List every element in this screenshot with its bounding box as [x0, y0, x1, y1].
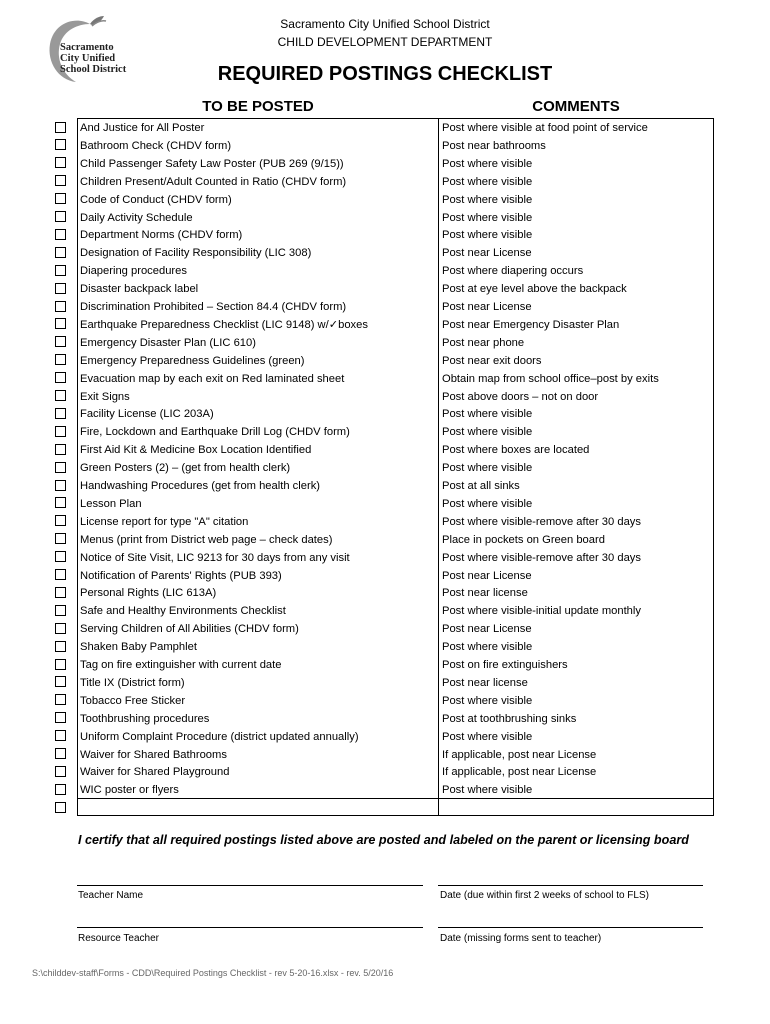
posting-item: Fire, Lockdown and Earthquake Drill Log (CHDV form): [80, 426, 350, 439]
posting-checkbox[interactable]: [55, 641, 66, 652]
resource-teacher-line[interactable]: [77, 927, 423, 928]
posting-item: Tobacco Free Sticker: [80, 694, 186, 707]
posting-checkbox[interactable]: [55, 193, 66, 204]
posting-checkbox[interactable]: [55, 139, 66, 150]
posting-comment: Post where visible: [442, 157, 533, 170]
posting-checkbox[interactable]: [55, 211, 66, 222]
posting-item: Waiver for Shared Bathrooms: [80, 748, 227, 761]
posting-item: Earthquake Preparedness Checklist (LIC 9148) w/✓boxes: [80, 318, 368, 331]
posting-item: Code of Conduct (CHDV form): [80, 193, 232, 206]
posting-comment: Post above doors – not on door: [442, 390, 599, 403]
table-row: [78, 763, 713, 781]
posting-item: Facility License (LIC 203A): [80, 408, 214, 421]
posting-checkbox[interactable]: [55, 551, 66, 562]
posting-item: Personal Rights (LIC 613A): [80, 587, 217, 600]
table-row: [78, 728, 713, 746]
posting-comment: Post near Emergency Disaster Plan: [442, 318, 620, 331]
table-row: [78, 459, 713, 477]
posting-item: Uniform Complaint Procedure (district updated annually): [80, 730, 359, 743]
posting-item: Handwashing Procedures (get from health clerk): [80, 480, 321, 492]
posting-checkbox[interactable]: [55, 283, 66, 294]
table-row: [78, 549, 713, 567]
posting-item: Waiver for Shared Playground: [80, 766, 230, 779]
posting-checkbox[interactable]: [55, 730, 66, 741]
posting-checkbox[interactable]: [55, 659, 66, 670]
table-row: [78, 191, 713, 209]
posting-checkbox[interactable]: [55, 354, 66, 365]
table-row: [78, 620, 713, 638]
posting-checkbox[interactable]: [55, 480, 66, 491]
posting-checkbox[interactable]: [55, 408, 66, 419]
table-row: [78, 531, 713, 549]
posting-checkbox[interactable]: [55, 265, 66, 276]
posting-checkbox[interactable]: [55, 444, 66, 455]
department-name: CHILD DEVELOPMENT DEPARTMENT: [277, 35, 493, 49]
table-row: [78, 280, 713, 298]
posting-comment: Post near License: [442, 301, 532, 313]
table-row: [78, 513, 713, 531]
footer-file-path: S:\childdev-staff\Forms - CDD\Required Postings Checklist - rev 5-20-16.xlsx - rev. 5/20/16: [32, 968, 394, 978]
posting-comment: Post where diapering occurs: [442, 265, 584, 278]
page-title: REQUIRED POSTINGS CHECKLIST: [217, 63, 553, 85]
posting-comment: Post where visible: [442, 730, 533, 743]
posting-item: Safe and Healthy Environments Checklist: [80, 605, 286, 618]
posting-comment: Post near License: [442, 623, 532, 636]
resource-teacher-label: Resource Teacher: [78, 933, 159, 944]
posting-item: Toothbrushing procedures: [80, 712, 210, 725]
table-row: [78, 692, 713, 710]
posting-comment: Post where visible: [442, 462, 533, 475]
date-missing-label: Date (missing forms sent to teacher): [440, 933, 602, 944]
posting-item: And Justice for All Poster: [80, 122, 205, 134]
date-fls-label: Date (due within first 2 weeks of school to FLS): [440, 890, 649, 901]
posting-comment: Post at toothbrushing sinks: [442, 712, 577, 725]
posting-checkbox[interactable]: [55, 372, 66, 383]
posting-item: Disaster backpack label: [80, 283, 199, 296]
posting-comment: Post where visible: [442, 229, 533, 242]
posting-checkbox[interactable]: [55, 748, 66, 759]
posting-comment: Post where visible: [442, 641, 533, 654]
posting-checkbox[interactable]: [55, 497, 66, 508]
table-row: [78, 746, 713, 764]
posting-item: Discrimination Prohibited – Section 84.4 (CHDV form): [80, 301, 347, 313]
posting-checkbox[interactable]: [55, 462, 66, 473]
posting-comment: Post where visible: [442, 497, 533, 510]
table-row: [78, 674, 713, 692]
posting-checkbox[interactable]: [55, 515, 66, 526]
posting-comment: Post near exit doors: [442, 354, 542, 367]
date-fls-line[interactable]: [438, 885, 703, 886]
posting-checkbox[interactable]: [55, 390, 66, 401]
posting-comment: Post where visible: [442, 426, 533, 439]
posting-checkbox[interactable]: [55, 247, 66, 258]
posting-item: Notice of Site Visit, LIC 9213 for 30 days from any visit: [80, 551, 350, 564]
posting-comment: Post where visible: [442, 175, 533, 188]
posting-item: Shaken Baby Pamphlet: [80, 641, 197, 654]
posting-comment: Post at all sinks: [442, 480, 520, 492]
posting-comment: Post where visible: [442, 193, 533, 206]
posting-comment: If applicable, post near License: [442, 748, 597, 761]
posting-checkbox[interactable]: [55, 569, 66, 580]
logo-text: Sacramento City Unified School District: [60, 42, 127, 75]
posting-comment: Obtain map from school office–post by exits: [442, 372, 659, 385]
posting-comment: Post where visible: [442, 211, 533, 224]
posting-item: Notification of Parents' Rights (PUB 393): [80, 569, 282, 582]
posting-item: Department Norms (CHDV form): [80, 229, 243, 242]
table-row: [78, 209, 713, 227]
posting-comment: Post near bathrooms: [442, 139, 546, 152]
posting-comment: [442, 799, 712, 817]
table-row: [78, 567, 713, 585]
posting-comment: Post where visible: [442, 694, 533, 707]
posting-comment: If applicable, post near License: [442, 766, 597, 779]
posting-item: Designation of Facility Responsibility (LIC 308): [80, 247, 312, 260]
district-name: Sacramento City Unified School District: [280, 17, 490, 31]
posting-comment: Post near License: [442, 569, 532, 582]
posting-comment: Post where visible: [442, 408, 533, 421]
posting-checkbox[interactable]: [55, 533, 66, 544]
posting-item: WIC poster or flyers: [80, 784, 179, 797]
posting-comment: Post near license: [442, 587, 528, 600]
posting-comment: Post near phone: [442, 336, 525, 349]
table-row: [78, 602, 713, 620]
posting-comment: Post where boxes are located: [442, 444, 590, 457]
posting-comment: Place in pockets on Green board: [442, 533, 605, 546]
posting-checkbox[interactable]: [55, 784, 66, 795]
posting-item: Child Passenger Safety Law Poster (PUB 269 (9/15)): [80, 157, 344, 170]
table-row: [78, 477, 713, 495]
table-row: [78, 155, 713, 173]
table-row: [78, 298, 713, 316]
posting-checkbox[interactable]: [55, 318, 66, 329]
posting-item: Title IX (District form): [80, 676, 185, 689]
posting-item: Emergency Disaster Plan (LIC 610): [80, 336, 256, 349]
certification-statement: I certify that all required postings listed above are posted and labeled on the parent or licensing board: [78, 833, 689, 847]
posting-item: First Aid Kit & Medicine Box Location Identified: [80, 444, 312, 457]
table-row: [78, 244, 713, 262]
table-row: [78, 638, 713, 656]
posting-item: Bathroom Check (CHDV form): [80, 139, 232, 152]
posting-item: Lesson Plan: [80, 497, 142, 510]
posting-checkbox[interactable]: [55, 175, 66, 186]
posting-comment: Post where visible at food point of service: [442, 122, 648, 134]
posting-comment: Post where visible-remove after 30 days: [442, 551, 641, 564]
posting-checkbox[interactable]: [55, 301, 66, 312]
posting-item: Menus (print from District web page – check dates): [80, 533, 333, 546]
posting-checkbox[interactable]: [55, 802, 66, 813]
posting-comment: Post near license: [442, 676, 528, 689]
posting-checkbox[interactable]: [55, 676, 66, 687]
table-row: [78, 226, 713, 244]
posting-checkbox[interactable]: [55, 694, 66, 705]
table-row: [78, 710, 713, 728]
posting-item: Diapering procedures: [80, 265, 187, 278]
table-row: [78, 119, 713, 137]
table-row: [78, 388, 713, 406]
posting-checkbox[interactable]: [55, 157, 66, 168]
posting-comment: Post on fire extinguishers: [442, 659, 568, 671]
teacher-name-line[interactable]: [77, 885, 423, 886]
teacher-name-label: Teacher Name: [78, 890, 144, 901]
posting-comment: Post where visible-initial update monthly: [442, 605, 641, 618]
table-row: [78, 370, 713, 388]
posting-checkbox[interactable]: [55, 766, 66, 777]
posting-checkbox[interactable]: [55, 712, 66, 723]
posting-comment: Post at eye level above the backpack: [442, 283, 627, 296]
posting-checkbox[interactable]: [55, 122, 66, 133]
table-row: [78, 423, 713, 441]
date-missing-line[interactable]: [438, 927, 703, 928]
posting-item: Serving Children of All Abilities (CHDV form): [80, 623, 299, 636]
table-row: [78, 441, 713, 459]
table-row: [78, 584, 713, 602]
posting-checkbox[interactable]: [55, 426, 66, 437]
posting-comment: Post where visible: [442, 784, 533, 797]
posting-item: Green Posters (2) – (get from health clerk): [80, 462, 291, 475]
table-row: [78, 262, 713, 280]
posting-checkbox[interactable]: [55, 605, 66, 616]
table-row: [78, 405, 713, 423]
column-header-to-be-posted: TO BE POSTED: [202, 98, 314, 115]
table-row: [78, 334, 713, 352]
posting-checkbox[interactable]: [55, 623, 66, 634]
table-row: [78, 352, 713, 370]
column-header-comments: COMMENTS: [532, 98, 620, 115]
posting-comment: Post near License: [442, 247, 532, 260]
posting-item: Daily Activity Schedule: [80, 211, 193, 224]
posting-item: Tag on fire extinguisher with current date: [80, 659, 282, 671]
posting-item: [80, 799, 436, 817]
table-row: [78, 495, 713, 513]
table-row: [78, 316, 713, 334]
postings-table: [77, 118, 714, 816]
posting-item: Children Present/Adult Counted in Ratio (CHDV form): [80, 175, 347, 188]
posting-item: Exit Signs: [80, 390, 130, 403]
table-row: [78, 781, 713, 799]
posting-checkbox[interactable]: [55, 229, 66, 240]
posting-checkbox[interactable]: [55, 336, 66, 347]
posting-item: License report for type "A" citation: [80, 515, 249, 528]
table-row: [78, 173, 713, 191]
posting-item: Emergency Preparedness Guidelines (green): [80, 354, 305, 367]
table-row: [78, 656, 713, 674]
posting-comment: Post where visible-remove after 30 days: [442, 515, 641, 528]
posting-checkbox[interactable]: [55, 587, 66, 598]
posting-item: Evacuation map by each exit on Red laminated sheet: [80, 372, 345, 385]
table-row: [78, 799, 713, 817]
table-row: [78, 137, 713, 155]
